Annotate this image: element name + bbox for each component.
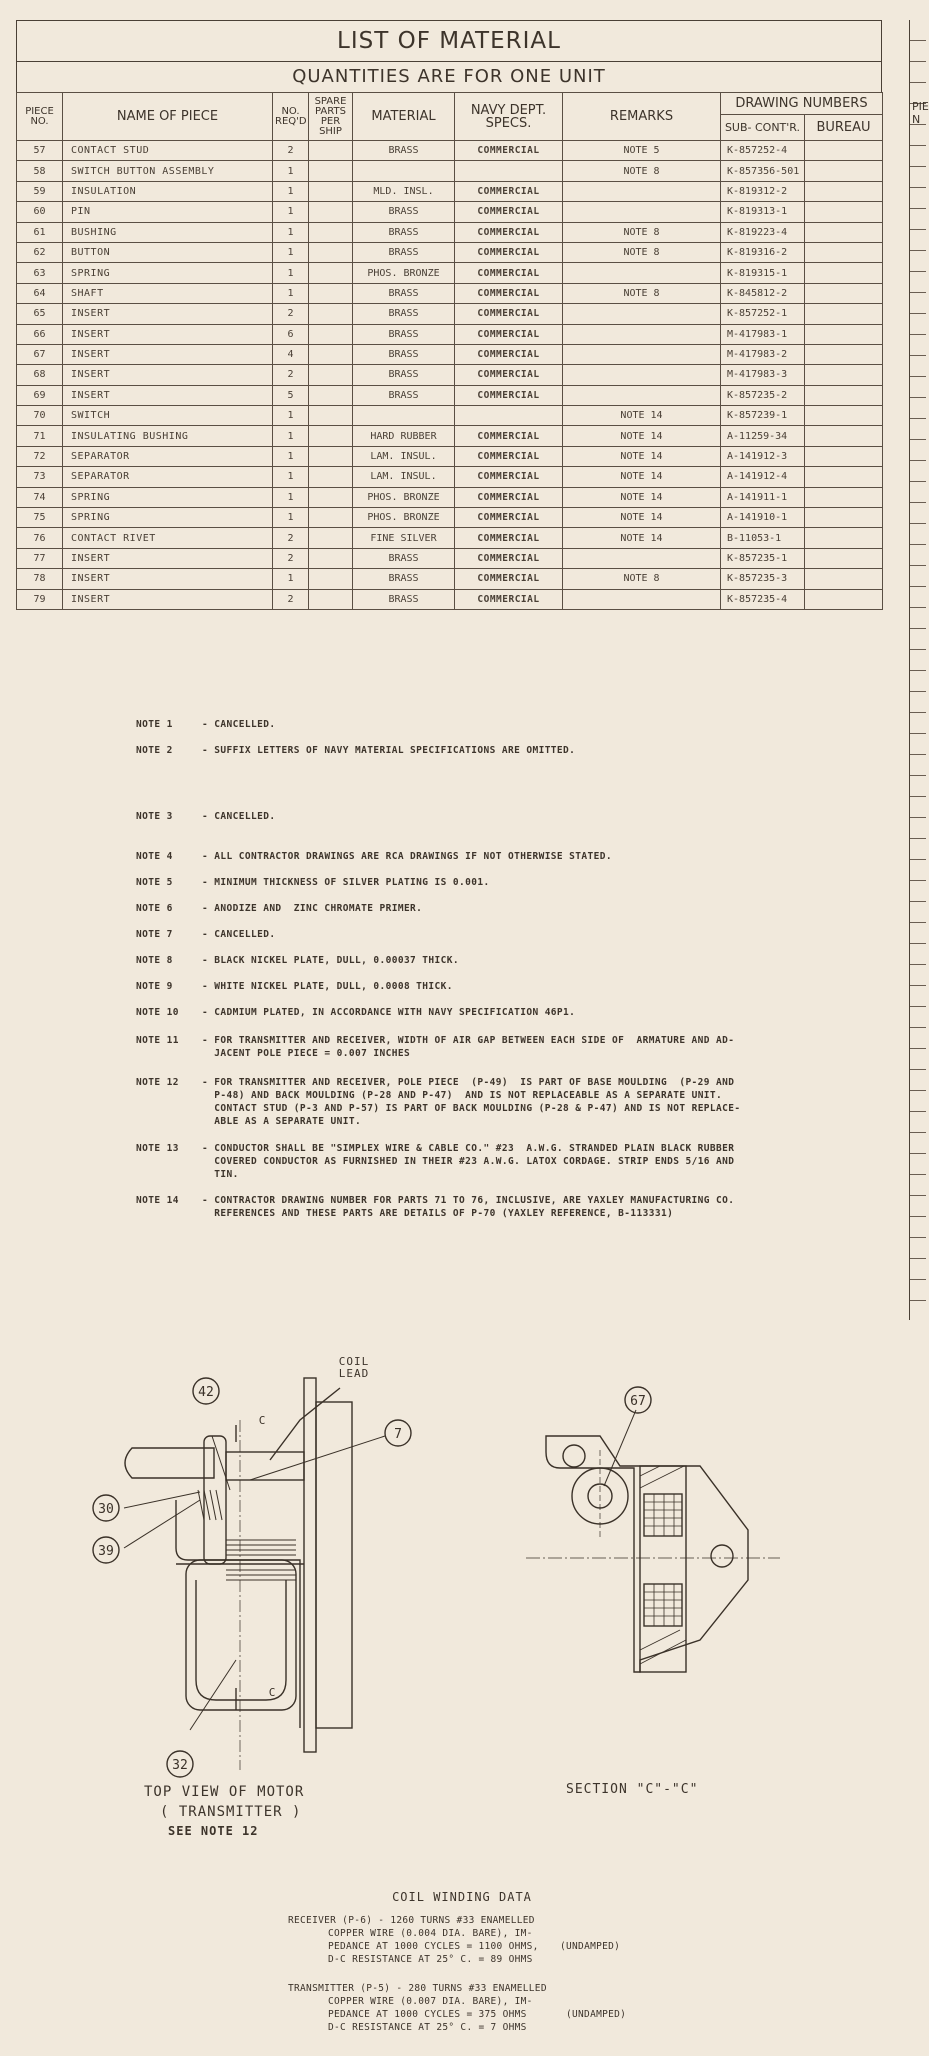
- note-text: - CONDUCTOR SHALL BE "SIMPLEX WIRE & CABLE CO." #23 A.W.G. STRANDED PLAIN BLACK RUBBER COVERED CONDUCTOR AS FURNISHED IN THEIR #23 A.W.G. LATOX CORDAGE. STRIP ENDS 5/16 AND TIN.: [202, 1143, 735, 1180]
- sub-contr-drawing-cell: K-857235-1: [721, 548, 805, 568]
- note-label: NOTE 4: [136, 851, 173, 862]
- piece-name-cell: SWITCH BUTTON ASSEMBLY: [63, 161, 273, 181]
- piece-no-cell: 66: [17, 324, 63, 344]
- material-cell: BRASS: [353, 324, 455, 344]
- navy-spec-cell: COMMERCIAL: [455, 222, 563, 242]
- remarks-cell: NOTE 8: [563, 242, 721, 262]
- note-label: NOTE 7: [136, 929, 173, 940]
- section-outline: [546, 1436, 748, 1672]
- header-spare-parts: SPARE PARTS PER SHIP: [309, 93, 353, 141]
- see-note-caption: SEE NOTE 12: [168, 1824, 259, 1838]
- sub-contr-drawing-cell: K-857235-3: [721, 569, 805, 589]
- navy-spec-cell: COMMERCIAL: [455, 283, 563, 303]
- adjacent-header-fragment: PIE N: [912, 100, 929, 126]
- navy-spec-cell: COMMERCIAL: [455, 385, 563, 405]
- navy-spec-cell: COMMERCIAL: [455, 263, 563, 283]
- coil-lead-label: COIL LEAD: [338, 1355, 370, 1380]
- piece-name-cell: INSERT: [63, 569, 273, 589]
- navy-spec-cell: COMMERCIAL: [455, 304, 563, 324]
- sub-contr-drawing-cell: K-857235-4: [721, 589, 805, 609]
- material-cell: PHOS. BRONZE: [353, 487, 455, 507]
- receiver-line-1: RECEIVER (P-6) - 1260 TURNS #33 ENAMELLED: [288, 1915, 535, 1926]
- material-cell: BRASS: [353, 202, 455, 222]
- piece-no-cell: 79: [17, 589, 63, 609]
- note-text: - BLACK NICKEL PLATE, DULL, 0.00037 THICK.: [202, 955, 460, 966]
- callout-39: 39: [98, 1544, 114, 1559]
- remarks-cell: NOTE 14: [563, 446, 721, 466]
- sub-contr-drawing-cell: K-857239-1: [721, 406, 805, 426]
- piece-no-cell: 72: [17, 446, 63, 466]
- piece-no-cell: 67: [17, 344, 63, 364]
- material-cell: LAM. INSUL.: [353, 467, 455, 487]
- piece-no-cell: 58: [17, 161, 63, 181]
- remarks-cell: NOTE 8: [563, 569, 721, 589]
- remarks-cell: NOTE 8: [563, 283, 721, 303]
- back-moulding: [316, 1402, 352, 1728]
- coil-lead-leader: [270, 1388, 340, 1460]
- callout-67: 67: [630, 1394, 646, 1409]
- sub-contr-drawing-cell: A-141910-1: [721, 508, 805, 528]
- winding-hatch: [640, 1466, 686, 1664]
- qty-cell: 1: [273, 181, 309, 201]
- sub-contr-drawing-cell: M-417983-1: [721, 324, 805, 344]
- material-cell: HARD RUBBER: [353, 426, 455, 446]
- sub-contr-drawing-cell: K-845812-2: [721, 283, 805, 303]
- piece-no-cell: 62: [17, 242, 63, 262]
- material-cell: BRASS: [353, 569, 455, 589]
- section-c-c-view: [526, 1387, 780, 1672]
- callout-42: 42: [198, 1385, 214, 1400]
- note-label: NOTE 2: [136, 745, 173, 756]
- qty-cell: 1: [273, 426, 309, 446]
- qty-cell: 1: [273, 161, 309, 181]
- note-text: - FOR TRANSMITTER AND RECEIVER, POLE PIECE (P-49) IS PART OF BASE MOULDING (P-29 AND P-48) AND BACK MOULDING (P-28 AND P-47) AND IS NOT REPLACEABLE AS A SEPARATE UNIT. CONTACT STUD (P-3 AND P-57) IS PART OF BACK MOULDING (P-28 & P-47) AND IS NOT REPLACE- ABLE AS A SEPARATE UNIT.: [202, 1077, 741, 1127]
- note-text: - CANCELLED.: [202, 719, 276, 730]
- piece-name-cell: SEPARATOR: [63, 467, 273, 487]
- note-text: - MINIMUM THICKNESS OF SILVER PLATING IS 0.001.: [202, 877, 490, 888]
- piece-name-cell: INSERT: [63, 385, 273, 405]
- piece-name-cell: INSERT: [63, 304, 273, 324]
- piece-name-cell: INSERT: [63, 344, 273, 364]
- remarks-cell: NOTE 5: [563, 141, 721, 161]
- sub-contr-drawing-cell: K-819316-2: [721, 242, 805, 262]
- material-cell: MLD. INSL.: [353, 181, 455, 201]
- note-text: - SUFFIX LETTERS OF NAVY MATERIAL SPECIFICATIONS ARE OMITTED.: [202, 745, 576, 756]
- piece-name-cell: INSERT: [63, 324, 273, 344]
- remarks-cell: NOTE 14: [563, 528, 721, 548]
- piece-name-cell: CONTACT RIVET: [63, 528, 273, 548]
- sub-contr-drawing-cell: K-819223-4: [721, 222, 805, 242]
- qty-cell: 1: [273, 467, 309, 487]
- piece-no-cell: 68: [17, 365, 63, 385]
- header-navy-specs: NAVY DEPT. SPECS.: [455, 93, 563, 141]
- leader-30: [124, 1492, 200, 1508]
- piece-no-cell: 77: [17, 548, 63, 568]
- qty-cell: 2: [273, 528, 309, 548]
- qty-cell: 4: [273, 344, 309, 364]
- piece-no-cell: 74: [17, 487, 63, 507]
- transmitter-line-1: TRANSMITTER (P-5) - 280 TURNS #33 ENAMELLED: [288, 1983, 547, 1994]
- sub-contr-drawing-cell: A-11259-34: [721, 426, 805, 446]
- sub-contr-drawing-cell: K-819313-1: [721, 202, 805, 222]
- receiver-line-2: COPPER WIRE (0.004 DIA. BARE), IM-: [328, 1928, 533, 1939]
- note-text: - CANCELLED.: [202, 929, 276, 940]
- piece-name-cell: INSERT: [63, 365, 273, 385]
- qty-cell: 1: [273, 508, 309, 528]
- qty-cell: 2: [273, 589, 309, 609]
- winding-lower: [644, 1584, 682, 1626]
- note-label: NOTE 1: [136, 719, 173, 730]
- piece-name-cell: CONTACT STUD: [63, 141, 273, 161]
- navy-spec-cell: COMMERCIAL: [455, 202, 563, 222]
- spring-coils: [198, 1490, 222, 1520]
- sub-contr-drawing-cell: A-141911-1: [721, 487, 805, 507]
- leader-32: [190, 1660, 236, 1730]
- material-cell: BRASS: [353, 385, 455, 405]
- table-subtitle: QUANTITIES ARE FOR ONE UNIT: [16, 61, 882, 92]
- piece-no-cell: 61: [17, 222, 63, 242]
- sub-contr-drawing-cell: K-857252-4: [721, 141, 805, 161]
- piece-no-cell: 60: [17, 202, 63, 222]
- material-cell: BRASS: [353, 548, 455, 568]
- material-cell: BRASS: [353, 242, 455, 262]
- section-marker-bottom: C: [268, 1686, 276, 1699]
- note-text: - FOR TRANSMITTER AND RECEIVER, WIDTH OF AIR GAP BETWEEN EACH SIDE OF ARMATURE AND AD- JACENT POLE PIECE = 0.007 INCHES: [202, 1035, 735, 1059]
- navy-spec-cell: COMMERCIAL: [455, 446, 563, 466]
- note-label: NOTE 9: [136, 981, 173, 992]
- material-cell: BRASS: [353, 222, 455, 242]
- material-cell: BRASS: [353, 304, 455, 324]
- remarks-cell: NOTE 14: [563, 508, 721, 528]
- sub-contr-drawing-cell: K-857252-1: [721, 304, 805, 324]
- piece-name-cell: INSULATING BUSHING: [63, 426, 273, 446]
- piece-name-cell: PIN: [63, 202, 273, 222]
- note-label: NOTE 14: [136, 1195, 179, 1206]
- material-cell: BRASS: [353, 589, 455, 609]
- sub-contr-drawing-cell: A-141912-3: [721, 446, 805, 466]
- piece-name-cell: BUTTON: [63, 242, 273, 262]
- sub-contr-drawing-cell: K-819315-1: [721, 263, 805, 283]
- piece-name-cell: INSERT: [63, 548, 273, 568]
- note-label: NOTE 11: [136, 1035, 179, 1046]
- motor-housing: [186, 1560, 296, 1710]
- qty-cell: 1: [273, 446, 309, 466]
- note-text: - WHITE NICKEL PLATE, DULL, 0.0008 THICK.: [202, 981, 453, 992]
- qty-cell: 2: [273, 304, 309, 324]
- sub-contr-drawing-cell: M-417983-2: [721, 344, 805, 364]
- material-cell: BRASS: [353, 344, 455, 364]
- navy-spec-cell: COMMERCIAL: [455, 365, 563, 385]
- receiver-line-3: PEDANCE AT 1000 CYCLES = 1100 OHMS,: [328, 1941, 539, 1952]
- piece-no-cell: 76: [17, 528, 63, 548]
- leader-39: [124, 1500, 200, 1548]
- note-label: NOTE 10: [136, 1007, 179, 1018]
- remarks-cell: NOTE 8: [563, 222, 721, 242]
- callout-32: 32: [172, 1758, 188, 1773]
- piece-name-cell: INSERT: [63, 589, 273, 609]
- qty-cell: 1: [273, 569, 309, 589]
- note-label: NOTE 5: [136, 877, 173, 888]
- material-cell: FINE SILVER: [353, 528, 455, 548]
- material-cell: BRASS: [353, 365, 455, 385]
- sub-contr-drawing-cell: K-819312-2: [721, 181, 805, 201]
- piece-name-cell: SEPARATOR: [63, 446, 273, 466]
- qty-cell: 1: [273, 263, 309, 283]
- sub-contr-drawing-cell: K-857356-501: [721, 161, 805, 181]
- navy-spec-cell: COMMERCIAL: [455, 487, 563, 507]
- piece-no-cell: 65: [17, 304, 63, 324]
- navy-spec-cell: COMMERCIAL: [455, 528, 563, 548]
- coil-body: [640, 1466, 686, 1672]
- material-cell: BRASS: [353, 283, 455, 303]
- callout-30: 30: [98, 1502, 114, 1517]
- sub-contr-drawing-cell: M-417983-3: [721, 365, 805, 385]
- qty-cell: 6: [273, 324, 309, 344]
- section-caption: SECTION "C"-"C": [566, 1782, 699, 1797]
- piece-no-cell: 73: [17, 467, 63, 487]
- remarks-cell: NOTE 14: [563, 487, 721, 507]
- header-drawing-numbers: DRAWING NUMBERS: [721, 93, 883, 115]
- coil-winding-title: COIL WINDING DATA: [392, 1890, 532, 1904]
- top-view-subcaption: ( TRANSMITTER ): [160, 1804, 302, 1820]
- remarks-cell: NOTE 14: [563, 426, 721, 446]
- top-view-of-motor: [93, 1378, 411, 1777]
- switch-button: [125, 1448, 214, 1478]
- header-bureau: BUREAU: [805, 115, 883, 141]
- material-cell: PHOS. BRONZE: [353, 263, 455, 283]
- remarks-cell: NOTE 14: [563, 406, 721, 426]
- receiver-coil-data: [288, 1914, 539, 1966]
- navy-spec-cell: COMMERCIAL: [455, 508, 563, 528]
- header-material: MATERIAL: [353, 93, 455, 141]
- navy-spec-cell: COMMERCIAL: [455, 426, 563, 446]
- armature-body: [196, 1580, 286, 1700]
- material-cell: LAM. INSUL.: [353, 446, 455, 466]
- piece-name-cell: SPRING: [63, 263, 273, 283]
- note-text: - CADMIUM PLATED, IN ACCORDANCE WITH NAVY SPECIFICATION 46P1.: [202, 1007, 576, 1018]
- callout-7: 7: [394, 1427, 402, 1442]
- piece-name-cell: SHAFT: [63, 283, 273, 303]
- top-view-caption: TOP VIEW OF MOTOR: [144, 1784, 305, 1800]
- remarks-cell: NOTE 14: [563, 467, 721, 487]
- qty-cell: 2: [273, 548, 309, 568]
- qty-cell: 1: [273, 406, 309, 426]
- piece-no-cell: 63: [17, 263, 63, 283]
- note-label: NOTE 6: [136, 903, 173, 914]
- piece-no-cell: 78: [17, 569, 63, 589]
- qty-cell: 2: [273, 141, 309, 161]
- receiver-undamped: (UNDAMPED): [560, 1941, 621, 1952]
- insert-hole-right: [711, 1545, 733, 1567]
- sub-contr-drawing-cell: K-857235-2: [721, 385, 805, 405]
- receiver-line-4: D-C RESISTANCE AT 25° C. = 89 OHMS: [328, 1954, 533, 1965]
- remarks-cell: NOTE 8: [563, 161, 721, 181]
- navy-spec-cell: COMMERCIAL: [455, 548, 563, 568]
- piece-no-cell: 59: [17, 181, 63, 201]
- note-label: NOTE 8: [136, 955, 173, 966]
- note-label: NOTE 12: [136, 1077, 179, 1088]
- section-marker-top: C: [258, 1414, 266, 1427]
- navy-spec-cell: COMMERCIAL: [455, 589, 563, 609]
- piece-no-cell: 57: [17, 141, 63, 161]
- transmitter-line-3: PEDANCE AT 1000 CYCLES = 375 OHMS: [328, 2009, 527, 2020]
- piece-name-cell: SWITCH: [63, 406, 273, 426]
- header-no-reqd: NO. REQ'D: [273, 93, 309, 141]
- note-label: NOTE 13: [136, 1143, 179, 1154]
- winding-upper: [644, 1494, 682, 1536]
- header-sub-contr: SUB- CONT'R.: [721, 115, 805, 141]
- piece-no-cell: 69: [17, 385, 63, 405]
- piece-no-cell: 75: [17, 508, 63, 528]
- note-text: - CANCELLED.: [202, 811, 276, 822]
- header-piece-no: PIECE NO.: [17, 93, 63, 141]
- note-text: - ALL CONTRACTOR DRAWINGS ARE RCA DRAWINGS IF NOT OTHERWISE STATED.: [202, 851, 613, 862]
- sub-contr-drawing-cell: B-11053-1: [721, 528, 805, 548]
- piece-name-cell: SPRING: [63, 508, 273, 528]
- piece-no-cell: 71: [17, 426, 63, 446]
- mounting-plate: [304, 1378, 316, 1752]
- navy-spec-cell: COMMERCIAL: [455, 344, 563, 364]
- piece-name-cell: BUSHING: [63, 222, 273, 242]
- qty-cell: 1: [273, 487, 309, 507]
- bushing: [204, 1436, 226, 1564]
- note-label: NOTE 3: [136, 811, 173, 822]
- qty-cell: 2: [273, 365, 309, 385]
- navy-spec-cell: COMMERCIAL: [455, 569, 563, 589]
- piece-no-cell: 70: [17, 406, 63, 426]
- transmitter-coil-data: [288, 1982, 547, 2034]
- note-text: - CONTRACTOR DRAWING NUMBER FOR PARTS 71 TO 76, INCLUSIVE, ARE YAXLEY MANUFACTURING CO. REFERENCES AND THESE PARTS ARE DETAILS OF P-70 (YAXLEY REFERENCE, B-113331): [202, 1195, 735, 1219]
- navy-spec-cell: COMMERCIAL: [455, 324, 563, 344]
- navy-spec-cell: COMMERCIAL: [455, 181, 563, 201]
- qty-cell: 1: [273, 202, 309, 222]
- note-text: - ANODIZE AND ZINC CHROMATE PRIMER.: [202, 903, 423, 914]
- material-cell: BRASS: [353, 141, 455, 161]
- material-cell: PHOS. BRONZE: [353, 508, 455, 528]
- sub-contr-drawing-cell: A-141912-4: [721, 467, 805, 487]
- piece-no-cell: 64: [17, 283, 63, 303]
- qty-cell: 1: [273, 242, 309, 262]
- qty-cell: 1: [273, 222, 309, 242]
- transmitter-undamped: (UNDAMPED): [566, 2009, 627, 2020]
- transmitter-line-2: COPPER WIRE (0.007 DIA. BARE), IM-: [328, 1996, 533, 2007]
- insert-hole-top: [563, 1445, 585, 1467]
- navy-spec-cell: COMMERCIAL: [455, 467, 563, 487]
- callout-labels: [98, 1385, 646, 1773]
- header-remarks: REMARKS: [563, 93, 721, 141]
- piece-name-cell: SPRING: [63, 487, 273, 507]
- header-name: NAME OF PIECE: [63, 93, 273, 141]
- table-title: LIST OF MATERIAL: [16, 20, 882, 61]
- qty-cell: 1: [273, 283, 309, 303]
- piece-name-cell: INSULATION: [63, 181, 273, 201]
- leader-7: [250, 1436, 385, 1480]
- navy-spec-cell: COMMERCIAL: [455, 141, 563, 161]
- navy-spec-cell: COMMERCIAL: [455, 242, 563, 262]
- transmitter-line-4: D-C RESISTANCE AT 25° C. = 7 OHMS: [328, 2022, 527, 2033]
- qty-cell: 5: [273, 385, 309, 405]
